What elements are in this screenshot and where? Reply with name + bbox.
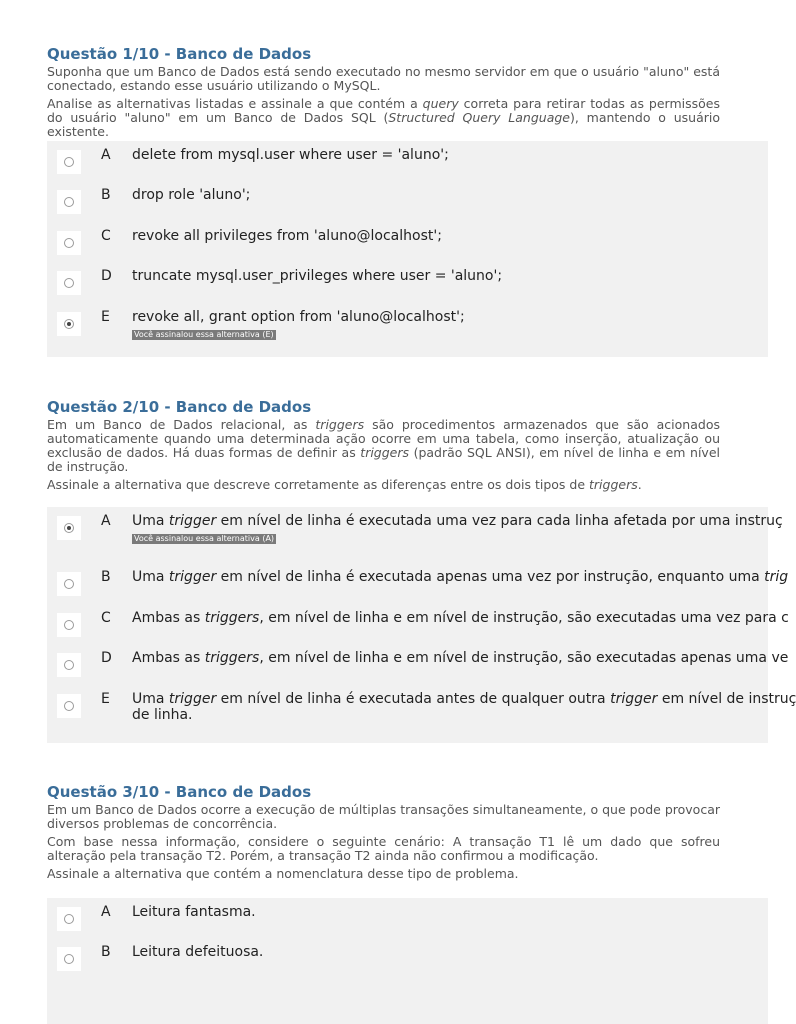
- alternative-letter: E: [101, 309, 110, 325]
- radio-button[interactable]: [57, 150, 81, 174]
- alternative-letter: D: [101, 268, 112, 284]
- alternative-text: Uma trigger em nível de linha é executada uma vez para cada linha afetada por uma instruç Você assinalou essa alternativa (A): [132, 513, 783, 543]
- alternative-letter: A: [101, 904, 111, 920]
- selected-answer-badge: Você assinalou essa alternativa (E): [134, 330, 274, 339]
- radio-circle-icon: [64, 660, 74, 670]
- question-1-statement: Suponha que um Banco de Dados está sendo executado no mesmo servidor em que o usuário "aluno" está conectado, estando esse usuário utilizando o MySQL.: [47, 64, 720, 93]
- radio-button[interactable]: [57, 613, 81, 637]
- question-1-alternatives: [47, 141, 768, 357]
- alternative-text: Leitura defeituosa.: [132, 944, 264, 960]
- radio-button[interactable]: [57, 516, 81, 540]
- question-2: [47, 398, 768, 496]
- alternative-letter: D: [101, 650, 112, 666]
- question-1-title: Questão 1/10 - Banco de Dados: [47, 45, 312, 63]
- radio-circle-icon: [64, 157, 74, 167]
- alternative-text: truncate mysql.user_privileges where user = 'aluno';: [132, 268, 503, 284]
- radio-button[interactable]: [57, 653, 81, 677]
- question-2-title: Questão 2/10 - Banco de Dados: [47, 398, 312, 416]
- question-3-scenario: Com base nessa informação, considere o seguinte cenário: A transação T1 lê um dado que sofreu alteração pela transação T2. Porém, a transação T2 ainda não confirmou a modificação.: [47, 834, 720, 863]
- question-3-title: Questão 3/10 - Banco de Dados: [47, 783, 312, 801]
- radio-button[interactable]: [57, 312, 81, 336]
- alternative-text: Uma trigger em nível de linha é executada apenas uma vez por instrução, enquanto uma trig: [132, 569, 789, 585]
- radio-button[interactable]: [57, 694, 81, 718]
- alternative-text: Leitura fantasma.: [132, 904, 256, 920]
- alternative-a[interactable]: [47, 144, 768, 184]
- question-1-instruction: Analise as alternativas listadas e assinale a que contém a query correta para retirar todas as permissões do usuário "aluno" em um Banco de Dados SQL (Structured Query Language), mantendo o usuário existente.: [47, 96, 721, 139]
- question-1: [47, 45, 768, 143]
- question-3: [47, 783, 768, 885]
- question-3-instruction: Assinale a alternativa que contém a nomenclatura desse tipo de problema.: [47, 866, 519, 881]
- radio-checked-icon: [64, 319, 74, 329]
- radio-button[interactable]: [57, 271, 81, 295]
- question-2-instruction: Assinale a alternativa que descreve corretamente as diferenças entre os dois tipos de triggers.: [47, 477, 642, 492]
- alternative-letter: B: [101, 569, 111, 585]
- question-2-statement: Em um Banco de Dados relacional, as triggers são procedimentos armazenados que são acionados automaticamente quando uma determinada ação ocorre em uma tabela, como inserção, atualização ou exclusão de dados. Há duas formas de definir as triggers (padrão SQL ANSI), em nível de linha e em nível de instrução.: [47, 417, 720, 474]
- alternative-b[interactable]: [47, 941, 768, 981]
- radio-circle-icon: [64, 914, 74, 924]
- alternative-text: Ambas as triggers, em nível de linha e em nível de instrução, são executadas apenas uma ve: [132, 650, 789, 666]
- alternative-b[interactable]: [47, 184, 768, 224]
- alternative-text: Uma trigger em nível de linha é executada antes de qualquer outra trigger em nível de instruç de linha.: [132, 691, 796, 723]
- alternative-letter: C: [101, 228, 111, 244]
- radio-button[interactable]: [57, 907, 81, 931]
- alternative-b[interactable]: [47, 566, 789, 606]
- question-3-alternatives: [47, 898, 768, 1024]
- radio-circle-icon: [64, 701, 74, 711]
- radio-circle-icon: [64, 620, 74, 630]
- alternative-letter: B: [101, 944, 111, 960]
- alternative-e[interactable]: [47, 306, 768, 354]
- radio-button[interactable]: [57, 947, 81, 971]
- radio-circle-icon: [64, 197, 74, 207]
- alternative-c[interactable]: [47, 607, 789, 647]
- alternative-text: delete from mysql.user where user = 'aluno';: [132, 147, 449, 163]
- alternative-letter: C: [101, 610, 111, 626]
- alternative-text: Ambas as triggers, em nível de linha e em nível de instrução, são executadas uma vez para c: [132, 610, 789, 626]
- alternative-letter: B: [101, 187, 111, 203]
- alternative-text: revoke all privileges from 'aluno@localhost';: [132, 228, 442, 244]
- radio-button[interactable]: [57, 190, 81, 214]
- radio-circle-icon: [64, 579, 74, 589]
- radio-button[interactable]: [57, 231, 81, 255]
- alternative-d[interactable]: [47, 647, 789, 687]
- radio-circle-icon: [64, 954, 74, 964]
- alternative-text: revoke all, grant option from 'aluno@localhost'; Você assinalou essa alternativa (E): [132, 309, 465, 339]
- alternative-c[interactable]: [47, 225, 768, 265]
- alternative-e[interactable]: [47, 688, 796, 740]
- alternative-letter: A: [101, 513, 111, 529]
- selected-answer-badge: Você assinalou essa alternativa (A): [134, 534, 275, 543]
- alternative-letter: E: [101, 691, 110, 707]
- alternative-text: drop role 'aluno';: [132, 187, 251, 203]
- alternative-a[interactable]: [47, 901, 768, 941]
- radio-checked-icon: [64, 523, 74, 533]
- alternative-a[interactable]: [47, 510, 783, 558]
- radio-button[interactable]: [57, 572, 81, 596]
- radio-circle-icon: [64, 278, 74, 288]
- question-3-statement: Em um Banco de Dados ocorre a execução de múltiplas transações simultaneamente, o que pode provocar diversos problemas de concorrência.: [47, 802, 720, 831]
- radio-circle-icon: [64, 238, 74, 248]
- question-2-alternatives: [47, 507, 796, 743]
- alternative-letter: A: [101, 147, 111, 163]
- alternative-d[interactable]: [47, 265, 768, 305]
